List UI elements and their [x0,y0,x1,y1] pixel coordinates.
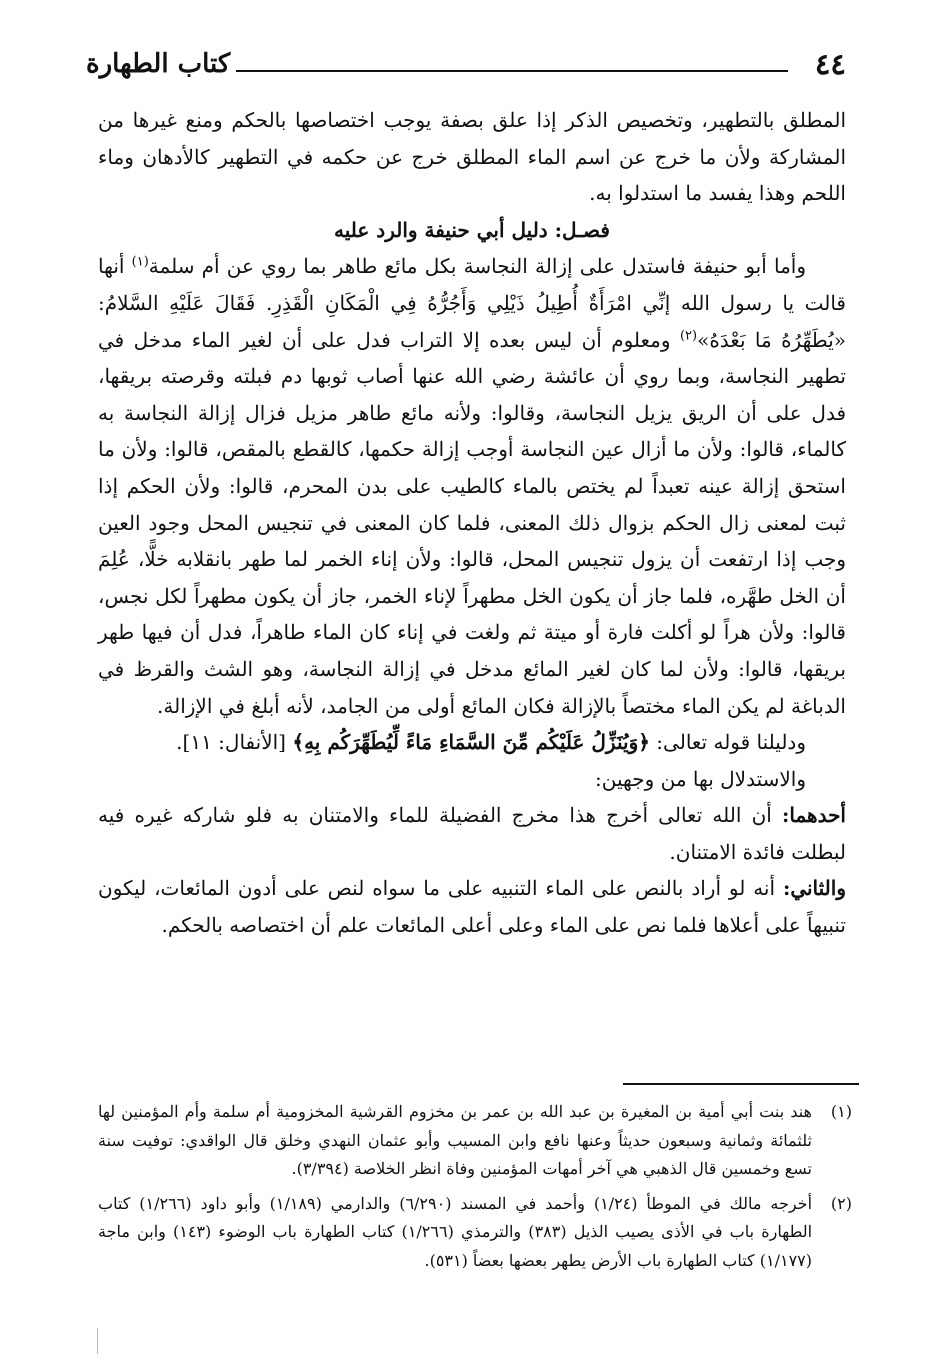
section-heading-lead: فصـل: [554,217,610,242]
footnote-separator [623,1083,859,1085]
paragraph-2-part-b: أنها قالت يا رسول الله إنِّي امْرَأَةٌ أُطِيلُ ذَيْلِي وَأَجُرُّهُ فِي الْمَكَانِ الْقَذِرِ. فَقَالَ عَلَيْهِ السَّلامُ: «يُطَهِّرُهُ مَا بَعْدَهُ» [98,254,847,352]
section-heading-title: دليل أبي حنيفة والرد عليه [334,217,555,242]
paragraph-5 [98,797,846,870]
paragraph-1: المطلق بالتطهير، وتخصيص الذكر إذا علق بصفة يوجب اختصاصها بالحكم ومنع غيرها من المشاركة ولأن ما خرج عن اسم الماء المطلق خرج عن حكمه في التطهير كالأدهان وماء اللحم وهذا يفسد ما استدلوا به. [98,108,846,206]
footnotes [98,1098,852,1281]
running-title: كتاب الطهارة [86,49,231,79]
point-one-text: أن الله تعالى أخرج هذا مخرج الفضيلة للماء والامتنان به فلو شاركه غيره فيه لبطلت فائدة الامتنان. [98,803,846,864]
footnote-1 [98,1098,852,1184]
quran-verse: ﴿وَيُنَزِّلُ عَلَيْكُم مِّنَ السَّمَاءِ مَاءً لِّيُطَهِّرَكُم بِهِ﴾ [292,730,650,755]
section-heading [98,212,846,249]
footnote-ref-2: (٢) [679,327,698,343]
paragraph-3-part-a: ودليلنا قوله تعالى: [649,730,806,755]
paragraph-4: والاستدلال بها من وجهين: [595,766,806,791]
point-two-text: أنه لو أراد بالنص على الماء التنبيه على ما سواه لنص على أدون المائعات، ليكون تنبيهاً على أعلاها فلما نص على الماء وعلى أعلى المائعات علم أن اختصاصه بالحكم. [98,876,846,938]
footnote-2-text: أخرجه مالك في الموطأ (١/٢٤) وأحمد في المسند (٦/٢٩٠) والدارمي (١/١٨٩) وأبو داود (١/٢٦٦) كتاب الطهارة باب في الأذى يصيب الذيل (٣٨٣) والترمذي (١/٢٦٦) كتاب الطهارة باب الوضوء (١٤٣) وابن ماجة (١/١٧٧) كتاب الطهارة باب الأرض يطهر بعضها بعضاً (٥٣١). [98,1193,813,1270]
main-text [98,102,846,944]
paragraph-6 [98,870,846,943]
footnote-1-text: هند بنت أبي أمية بن المغيرة بن عبد الله بن عمر بن مخزوم القرشية المخزومية أم سلمة وأم المؤمنين لها ثلثمائة وثمانية وسبعون حديثاً وعنها نافع وابن المسيب وأبو عثمان النهدي وخلق قال الواقدي: توفيت سنة تسع وخمسين قال الذهبي هي آخر أمهات المؤمنين وفاة انظر الخلاصة (٣/٣٩٤). [98,1102,812,1178]
footnote-ref-1: (١) [131,254,149,270]
page-header [86,46,846,86]
paragraph-2-part-c: ومعلوم أن ليس بعده إلا التراب فدل على أن لغير الماء مدخل في تطهير النجاسة، وبما روي أن عائشة رضي الله عنها أصاب ثوبها دم فبلته وقرصته بريقها، فدل على أن الريق يزيل النجاسة، وقالوا: ولأنه مائع طاهر مزيل فزال إزالة النجاسة به كالماء، قالوا: ولأن ما أزال عين النجاسة أوجب إزالة حكمها، كالقطع بالمقص، قالوا: ولأن ما استحق إزالة عينه تعبداً لم يختص بالماء كالطيب على بدن المحرم، قالوا: ولأن الحكم إذا ثبت لمعنى زال الحكم بزوال ذلك المعنى، فلما كان المعنى في تنجيس المحل وجود العين وجب إذا ارتفعت أن يزول تنجيس المحل، قالوا: ولأن إناء الخمر لما طهر بانقلابه خلًّا، عُلِمَ أن الخل طهَّره، فلما جاز أن يكون الخل مطهراً لإناء الخمر، جاز أن يكون مطهراً لكل نجس، قالوا: ولأن هراً لو أكلت فارة أو ميتة ثم ولغت في إناء كان الماء طاهراً، فدل أن فيها طهر بريقها، قالوا: ولأن لما كان لغير المائع مدخل في إزالة النجاسة، وهو الشث والقرظ في الدباغة لم يكن الماء مختصاً بالإزالة فكان المائع أولى من الجامد، لأنه أبلغ في الإزالة. [98,327,846,718]
footnote-1-number: (١) [830,1102,852,1121]
point-two-term: والثاني: [782,876,846,901]
page-number: ٤٤ [814,47,846,81]
scan-margin-mark [97,1328,98,1354]
paragraph-3 [98,724,846,761]
paragraph-2 [98,248,846,724]
footnote-2-number: (٢) [830,1193,852,1213]
paragraph-3-citation: [الأنفال: ١١]. [176,730,293,755]
point-one-term: أحدهما: [781,803,846,828]
footnote-2 [98,1190,852,1276]
header-rule [236,70,788,72]
paragraph-2-part-a: وأما أبو حنيفة فاستدل على إزالة النجاسة بكل مائع طاهر بما روي عن أم سلمة [148,254,806,279]
